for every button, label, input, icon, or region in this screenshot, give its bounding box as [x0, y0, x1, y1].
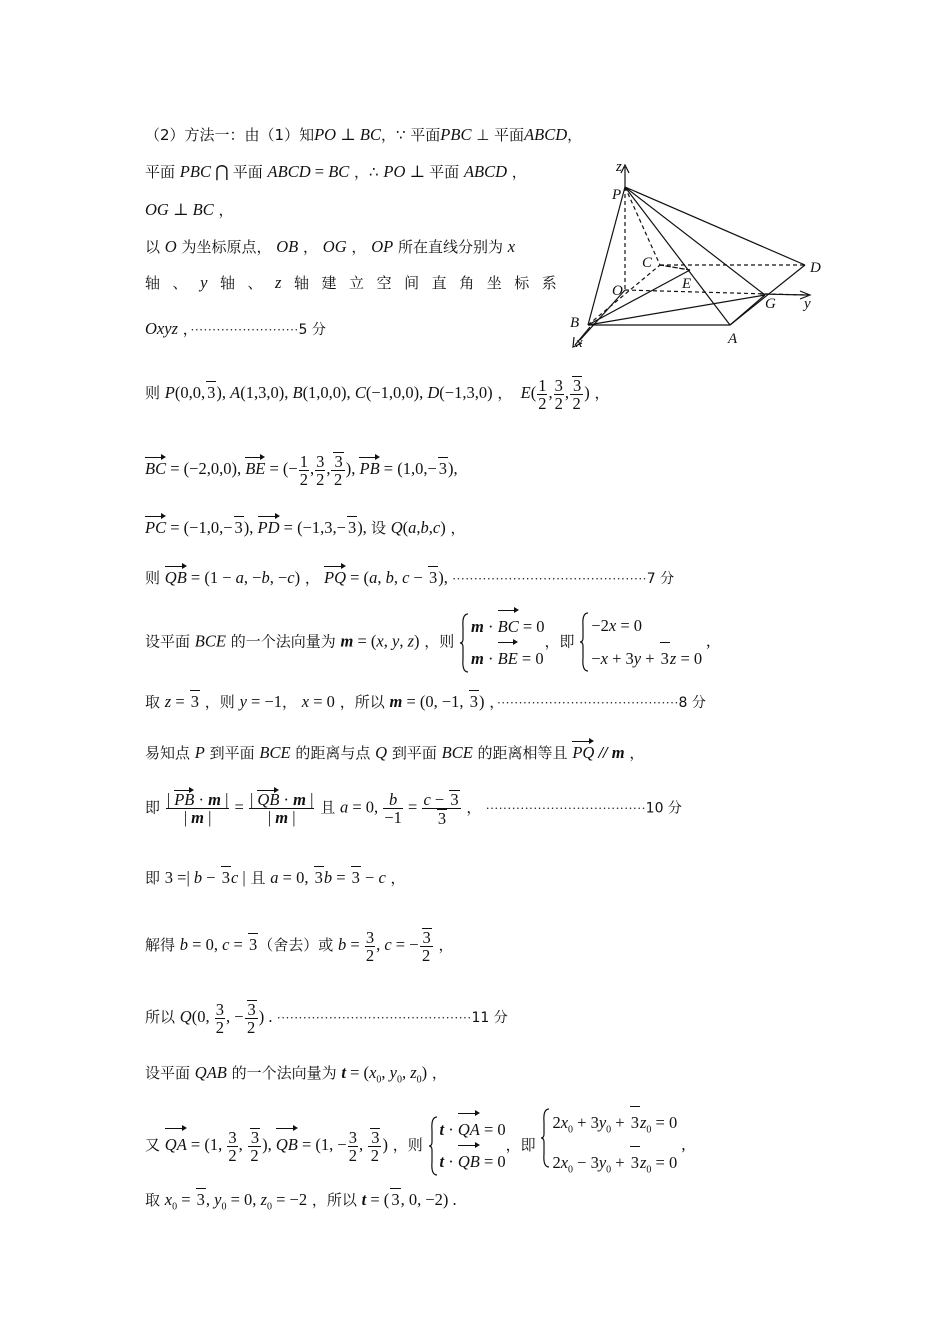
text-line-7: 则 P(0,0, 3), A(1,3,0), B(1,0,0), C(−1,0,0), D(−1,3,0) ， E( $\frac{1}{2}$ , $\frac{3}{2}$ , $\frac{3}{2}$ ) ， [145, 375, 610, 413]
text-line-19: 又 QA = (1, $\frac{3}{2}$ , $\frac{3}{2}$ ), QB = (1, − $\frac{3}{2}$ , $\frac{3}{2}$ ) ，则 t · QA = 0 t · QB = 0 ，即 $2x_0 + 3y_0 + 3z_0 = 0$ $2x_0 - 3y_0 + 3z_0 = 0$ , [145, 1106, 685, 1187]
label-E: E [682, 276, 692, 292]
label-G: G [765, 296, 776, 312]
text-line-17: 所以 Q(0, $\frac{3}{2}$ , − $\frac{3}{2}$ ) . ·············································11 分 [145, 999, 508, 1037]
label-O: O [612, 283, 623, 299]
text-line-15: 即 3 =| b − 3c | 且 a = 0, 3b = 3 − c ， [145, 868, 406, 887]
text-line-3: OG ⊥ BC ， [145, 200, 234, 219]
text-line-8: BC = (−2,0,0), BE = (− $\frac{1}{2}$ , $\frac{3}{2}$ , $\frac{3}{2}$ ), PB = (1,0,− 3), [145, 451, 458, 489]
text-line-18: 设平面 QAB 的一个法向量为 $t = (x_0$, $y_0$, $z_0$) ， [145, 1063, 447, 1086]
label-y: y [804, 296, 811, 312]
label-D: D [810, 260, 821, 276]
label-C: C [642, 255, 653, 271]
label-P: P [612, 187, 622, 203]
text-line-10: 则 QB = (1 − a, −b, −c) ， PQ = (a, b, c − 3), ·············································7 分 [145, 568, 675, 587]
label-z: z [616, 159, 622, 175]
text-line-11: 设平面 BCE 的一个法向量为 m = (x, y, z) ，则 m · BC = 0 m · BE = 0 ，即 −2x = 0 −x + 3y + 3z = 0 , [145, 610, 710, 675]
text-line-13: 易知点 P 到平面 BCE 的距离与点 Q 到平面 BCE 的距离相等且 PQ // m ， [145, 743, 645, 762]
pyramid-figure [560, 155, 830, 355]
label-B: B [570, 315, 580, 331]
text-line-20: 取 $x_0 = 3$, $y_0 = 0$, $z_0 = -2$ ，所以 t = ( 3, 0, −2) . [145, 1190, 457, 1213]
text-line-16: 解得 b = 0, c = 3（舍去）或 b = $\frac{3}{2}$ , c = − $\frac{3}{2}$ ， [145, 927, 454, 965]
text-line-6: Oxyz ，·························5 分 [145, 319, 326, 338]
text-line-2: 平面 PBC ⋂ 平面 ABCD = BC ，∴ PO ⊥ 平面 ABCD ， [145, 162, 527, 181]
text-line-9: PC = (−1,0,− 3), PD = (−1,3,− 3), 设 Q(a,b,c) ， [145, 518, 466, 537]
text-line-5: 轴 、 y 轴 、 z 轴 建 立 空 间 直 角 坐 标 系 [145, 273, 558, 292]
text-line-1: （2）方法一：由（1）知PO ⊥ BC，∵ 平面PBC ⊥ 平面ABCD， [145, 125, 583, 144]
text-line-12: 取 z = 3 ，则 y = −1， x = 0 ，所以 m = (0, −1, 3) ，··········································8 分 [145, 692, 706, 711]
text-line-14: 即 $\frac{| PB \cdot m |}{| m |}$ = $\frac{| QB \cdot m |}{| m |}$ 且 a = 0, $\frac{b}{-1}$ = $\frac{c - 3}{3}$ ， ·····································10 分 [145, 790, 682, 828]
label-A: A [728, 331, 738, 347]
text-line-4: 以 O 为坐标原点， OB ， OG ， OP 所在直线分别为 x [145, 237, 516, 256]
label-x: x [576, 335, 583, 351]
